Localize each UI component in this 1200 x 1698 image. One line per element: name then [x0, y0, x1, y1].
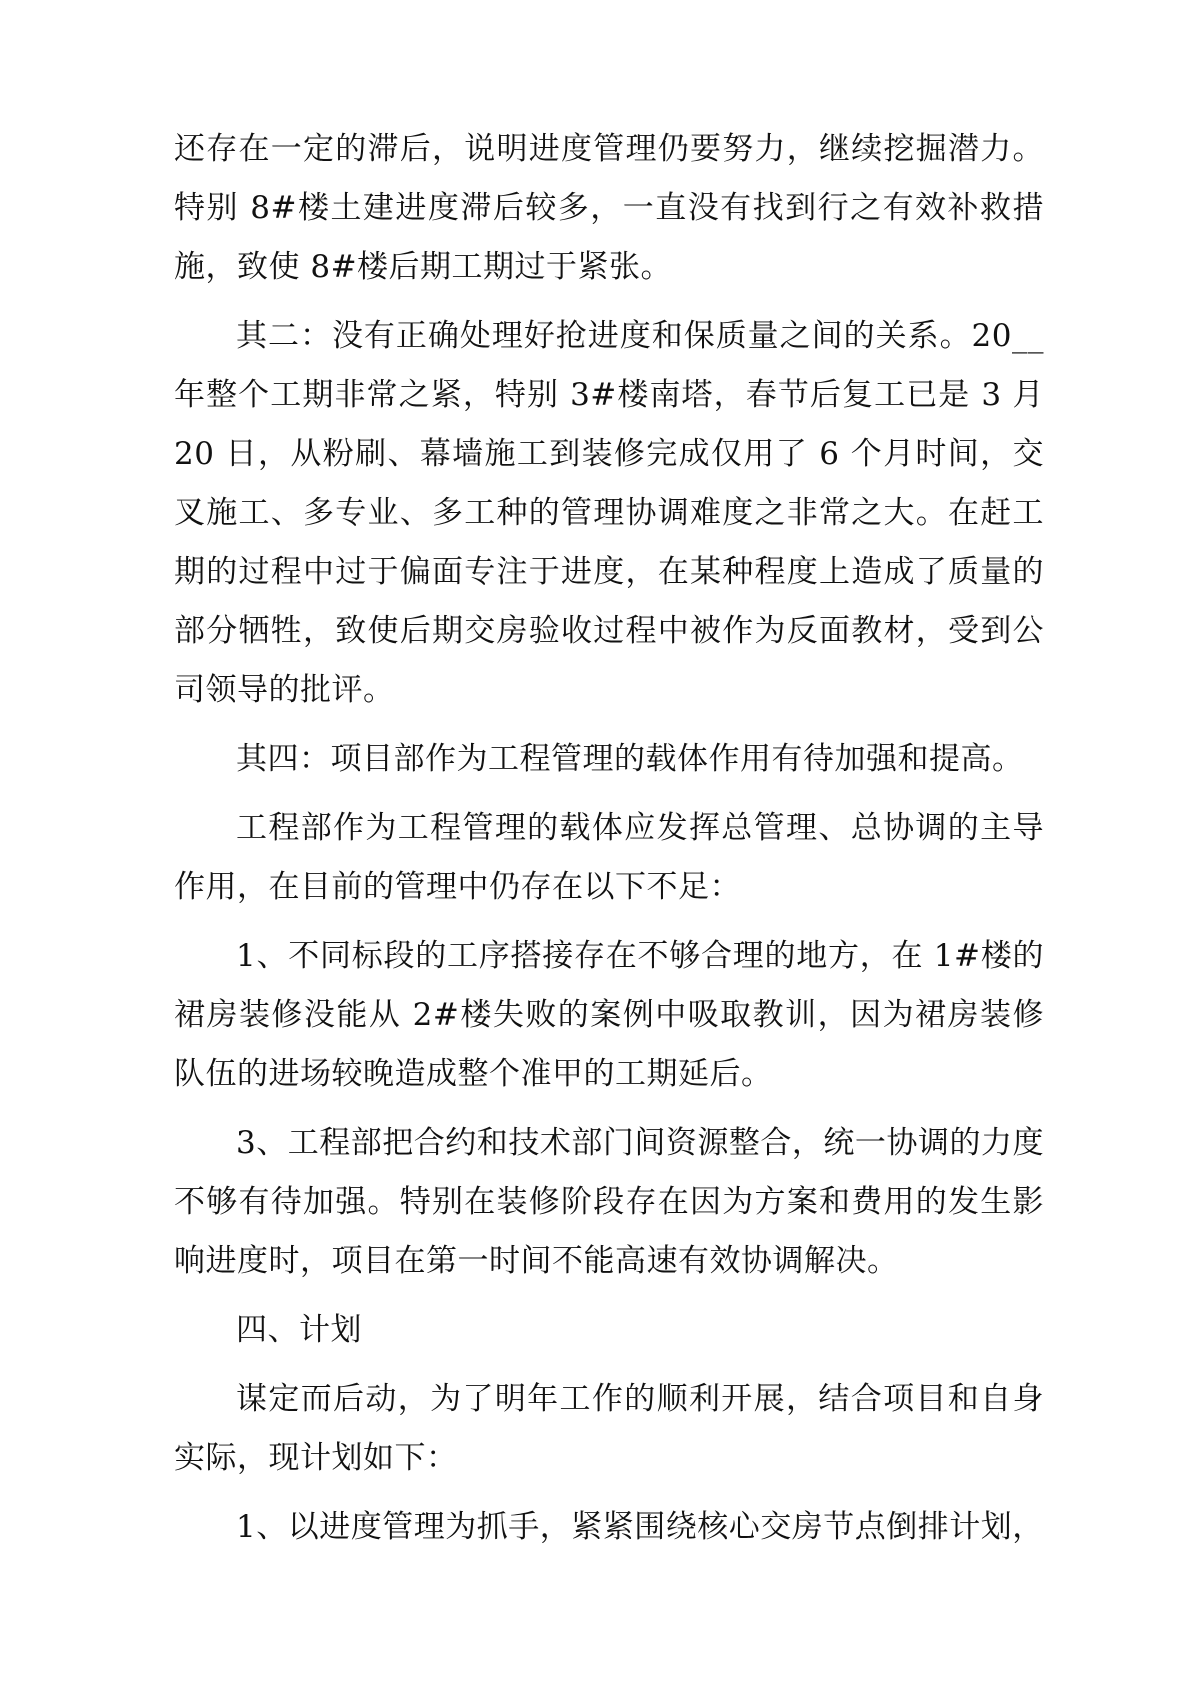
paragraph: 谋定而后动，为了明年工作的顺利开展，结合项目和自身实际，现计划如下： — [174, 1381, 1044, 1476]
paragraph: 其四：项目部作为工程管理的载体作用有待加强和提高。 — [236, 741, 1024, 777]
paragraph: 其二：没有正确处理好抢进度和保质量之间的关系。20__年整个工期非常之紧，特别 3#楼南塔，春节后复工已是 3 月 20 日，从粉刷、幕墙施工到装修完成仅用了 6 个月时间，交叉施工、多专业、多工种的管理协调难度之非常之大。在赶工期的过程中过于偏面专注于进度，在某种程度上造成了质量的部分牺牲，致使后期交房验收过程中被作为反面教材，受到公司领导的批评。 — [174, 318, 1044, 708]
paragraph: 还存在一定的滞后，说明进度管理仍要努力，继续挖掘潜力。特别 8#楼土建进度滞后较多，一直没有找到行之有效补救措施，致使 8#楼后期工期过于紧张。 — [174, 131, 1044, 285]
paragraph: 工程部作为工程管理的载体应发挥总管理、总协调的主导作用，在目前的管理中仍存在以下不足： — [174, 810, 1044, 905]
paragraph: 1、以进度管理为抓手，紧紧围绕核心交房节点倒排计划， — [236, 1509, 1044, 1545]
paragraph: 3、工程部把合约和技术部门间资源整合，统一协调的力度不够有待加强。特别在装修阶段存在因为方案和费用的发生影响进度时，项目在第一时间不能高速有效协调解决。 — [174, 1125, 1044, 1279]
document-body — [174, 120, 1044, 1567]
paragraph: 1、不同标段的工序搭接存在不够合理的地方，在 1#楼的裙房装修没能从 2#楼失败的案例中吸取教训，因为裙房装修队伍的进场较晚造成整个准甲的工期延后。 — [174, 938, 1044, 1092]
section-heading: 四、计划 — [236, 1312, 362, 1348]
